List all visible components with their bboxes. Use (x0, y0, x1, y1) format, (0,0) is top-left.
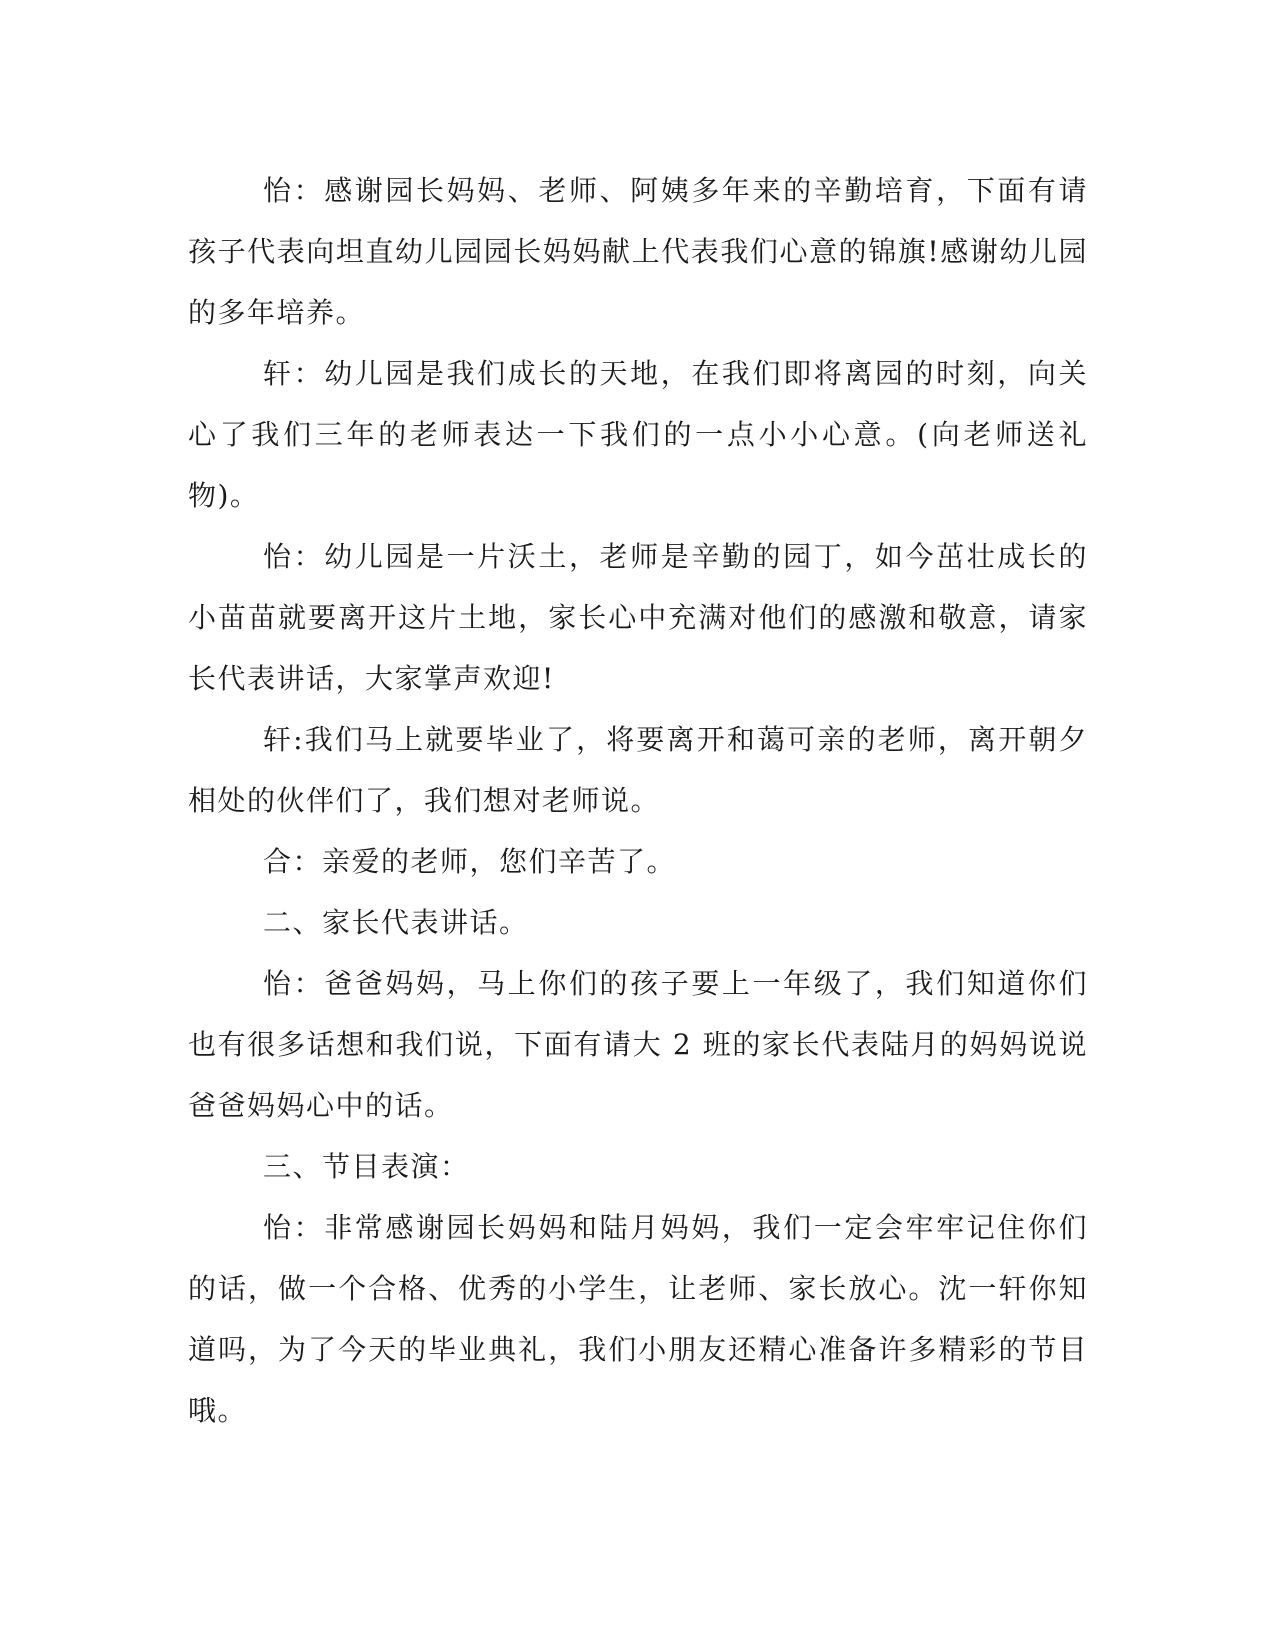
document-body (188, 160, 1088, 1441)
paragraph-2: 轩：幼儿园是我们成长的天地，在我们即将离园的时刻，向关心了我们三年的老师表达一下我们的一点小小心意。(向老师送礼物)。 (188, 357, 1088, 512)
paragraph-1: 怡：感谢园长妈妈、老师、阿姨多年来的辛勤培育，下面有请孩子代表向坦直幼儿园园长妈妈献上代表我们心意的锦旗!感谢幼儿园的多年培养。 (188, 174, 1088, 329)
paragraph-3: 怡：幼儿园是一片沃土，老师是辛勤的园丁，如今茁壮成长的小苗苗就要离开这片土地，家长心中充满对他们的感激和敬意，请家长代表讲话，大家掌声欢迎! (188, 540, 1088, 695)
paragraph-7: 怡：爸爸妈妈，马上你们的孩子要上一年级了，我们知道你们也有很多话想和我们说，下面有请大 2 班的家长代表陆月的妈妈说说爸爸妈妈心中的话。 (188, 967, 1088, 1122)
paragraph-5: 合：亲爱的老师，您们辛苦了。 (263, 845, 677, 878)
paragraph-9: 怡：非常感谢园长妈妈和陆月妈妈，我们一定会牢牢记住你们的话，做一个合格、优秀的小学生，让老师、家长放心。沈一轩你知道吗，为了今天的毕业典礼，我们小朋友还精心准备许多精彩的节目哦。 (188, 1211, 1088, 1427)
section-heading-parent-speech: 二、家长代表讲话。 (263, 906, 529, 939)
paragraph-4: 轩:我们马上就要毕业了，将要离开和蔼可亲的老师，离开朝夕相处的伙伴们了，我们想对老师说。 (188, 723, 1088, 817)
section-heading-performance: 三、节目表演： (263, 1150, 470, 1183)
